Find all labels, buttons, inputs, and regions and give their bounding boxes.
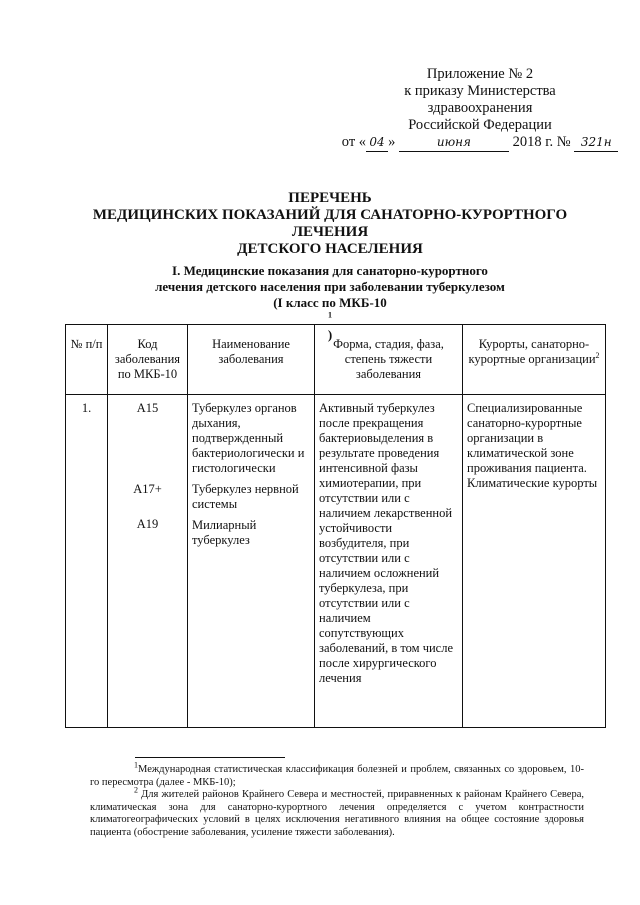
indications-table: [65, 324, 606, 728]
header-resorts: [463, 325, 606, 395]
section-line-2: лечения детского населения при заболевании туберкулезом: [155, 279, 505, 294]
code-a17: A17+: [133, 482, 162, 496]
order-year: 2018 г. №: [512, 134, 571, 150]
footnote-1: [90, 760, 584, 789]
order-number: 321н: [574, 134, 618, 152]
section-line-1: I. Медицинские показания для санаторно-курортного: [172, 263, 488, 278]
appendix-line-4: Российской Федерации: [408, 117, 552, 133]
name-miliary-tb: Милиарный туберкулез: [192, 518, 257, 547]
order-date-line: [330, 134, 630, 152]
footnote-2-mark: 2: [134, 785, 138, 795]
row-names: [188, 395, 315, 728]
code-a15: A15: [136, 401, 159, 415]
appendix-line-2: к приказу Министерства: [404, 83, 556, 99]
section-line-3-end: ): [327, 327, 333, 342]
footnotes: [90, 760, 584, 839]
footnote-ref-1: 1: [328, 310, 332, 320]
appendix-header: [330, 66, 630, 152]
title-line-2: МЕДИЦИНСКИХ ПОКАЗАНИЙ ДЛЯ САНАТОРНО-КУРОРТНОГО: [92, 207, 568, 223]
title-line-1: ПЕРЕЧЕНЬ: [288, 190, 372, 206]
header-code: Код заболевания по МКБ-10: [108, 325, 188, 395]
header-resorts-text: Курорты, санаторно-курортные организации: [468, 337, 596, 366]
date-prefix: от «: [341, 134, 367, 150]
footnote-divider: [135, 757, 285, 758]
appendix-line-3: здравоохранения: [427, 100, 533, 116]
header-num: № п/п: [66, 325, 108, 395]
title-line-4: ДЕТСКОГО НАСЕЛЕНИЯ: [237, 241, 423, 257]
name-respiratory-tb: Туберкулез органов дыхания, подтвержденный бактериологически и гистологически: [192, 401, 305, 475]
appendix-line-1: Приложение № 2: [426, 66, 534, 82]
footnote-ref-2: 2: [595, 350, 600, 360]
header-form: Форма, стадия, фаза, степень тяжести заболевания: [315, 325, 463, 395]
footnote-1-mark: 1: [134, 760, 138, 770]
footnote-2: [90, 785, 584, 839]
table-row: [66, 395, 606, 728]
section-line-3-text: (I класс по МКБ-10: [273, 295, 387, 310]
header-name: Наименование заболевания: [188, 325, 315, 395]
table-header-row: [66, 325, 606, 395]
footnote-1-text: Международная статистическая классификация болезней и проблем, связанных со здоровьем, 10-го пересмотра (далее - МКБ-10);: [90, 764, 584, 788]
document-title: [80, 190, 580, 258]
row-resorts: Специализированные санаторно-курортные организации в климатической зоне проживания пациента. Климатические курорты: [463, 395, 606, 728]
order-month: июня: [399, 134, 509, 152]
order-day: 04: [366, 134, 388, 152]
row-codes: [108, 395, 188, 728]
row-num: 1.: [66, 395, 108, 728]
name-nervous-tb: Туберкулез нервной системы: [192, 482, 299, 511]
footnote-2-text: Для жителей районов Крайнего Севера и местностей, приравненных к районам Крайнего Севера, климатическая зона для санаторно-курортного лечения определяется с учетом контрастности климатогеографических условий в целях исключения негативного влияния на общее состояние здоровья пациента (обострение заболевания, усиление тяжести заболевания).: [90, 789, 584, 838]
code-a19: A19: [136, 517, 159, 531]
title-line-3: ЛЕЧЕНИЯ: [291, 224, 369, 240]
row-form: Активный туберкулез после прекращения бактериовыделения в результате проведения интенсивной фазы химиотерапии, при отсутствии или с наличием лекарственной устойчивости возбудителя, при отсутствии или с наличием осложнений туберкулеза, при отсутствии или с наличием сопутствующих заболеваний, в том числе после хирургического лечения: [315, 395, 463, 728]
date-mid: »: [388, 134, 396, 150]
